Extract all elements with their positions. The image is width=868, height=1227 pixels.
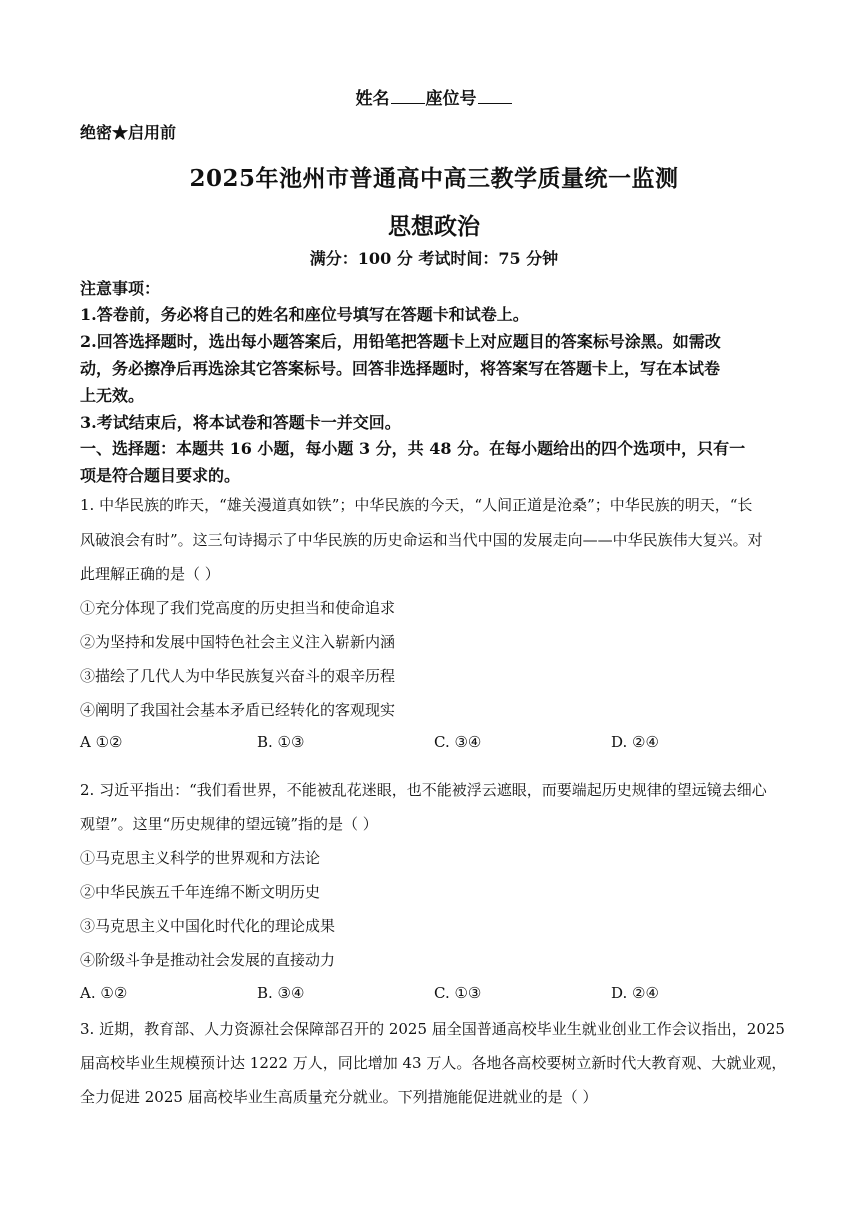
- confidential-label: 绝密★启用前: [80, 123, 177, 142]
- q3-stem-line-3: 全力促进 2025 届高校毕业生高质量充分就业。下列措施能促进就业的是（ ）: [80, 1088, 598, 1106]
- note-2-line-3: 上无效。: [80, 386, 145, 405]
- q1-option-a[interactable]: A ①②: [80, 733, 123, 751]
- q2-option-b[interactable]: B. ③④: [257, 984, 305, 1002]
- q1-stem-line-3: 此理解正确的是（ ）: [80, 565, 220, 583]
- exam-title: 2025年池州市普通高中高三教学质量统一监测: [189, 165, 679, 192]
- q1-statement-4: ④阐明了我国社会基本矛盾已经转化的客观现实: [80, 701, 396, 719]
- q2-option-a[interactable]: A. ①②: [80, 984, 128, 1002]
- q2-statement-1: ①马克思主义科学的世界观和方法论: [80, 849, 321, 867]
- q2-option-d[interactable]: D. ②④: [611, 984, 659, 1002]
- note-1: 1.答卷前，务必将自己的姓名和座位号填写在答题卡和试卷上。: [80, 305, 529, 324]
- section-1-heading-line-1: 一、选择题：本题共 16 小题，每小题 3 分，共 48 分。在每小题给出的四个选项中，只有一: [80, 439, 746, 458]
- subject-title: 思想政治: [388, 213, 480, 240]
- note-3: 3.考试结束后，将本试卷和答题卡一并交回。: [80, 413, 401, 432]
- q2-statement-4: ④阶级斗争是推动社会发展的直接动力: [80, 951, 336, 969]
- seat-label: 座位号: [425, 89, 477, 109]
- q1-statement-1: ①充分体现了我们党高度的历史担当和使命追求: [80, 599, 396, 617]
- q1-stem-line-1: 1. 中华民族的昨天，“雄关漫道真如铁”；中华民族的今天，“人间正道是沧桑”；中华民族的明天，“长: [80, 496, 753, 514]
- note-2-line-1: 2.回答选择题时，选出每小题答案后，用铅笔把答题卡上对应题目的答案标号涂黑。如需改: [80, 332, 721, 351]
- q1-option-d[interactable]: D. ②④: [611, 733, 659, 751]
- q1-option-c[interactable]: C. ③④: [434, 733, 482, 751]
- name-label: 姓名: [355, 89, 390, 109]
- q1-statement-3: ③描绘了几代人为中华民族复兴奋斗的艰辛历程: [80, 667, 396, 685]
- note-2-line-2: 动，务必擦净后再选涂其它答案标号。回答非选择题时，将答案写在答题卡上，写在本试卷: [80, 359, 721, 378]
- q3-stem-line-1: 3. 近期，教育部、人力资源社会保障部召开的 2025 届全国普通高校毕业生就业创业工作会议指出，2025: [80, 1020, 785, 1038]
- name-seat-line: [0, 84, 868, 109]
- q2-statement-2: ②中华民族五千年连绵不断文明历史: [80, 883, 321, 901]
- q1-stem-line-2: 风破浪会有时”。这三句诗揭示了中华民族的历史命运和当代中国的发展走向——中华民族伟大复兴。对: [80, 531, 763, 549]
- section-1-heading-line-2: 项是符合题目要求的。: [80, 466, 241, 485]
- q1-statement-2: ②为坚持和发展中国特色社会主义注入崭新内涵: [80, 633, 396, 651]
- q1-option-b[interactable]: B. ①③: [257, 733, 305, 751]
- q3-stem-line-2: 届高校毕业生规模预计达 1222 万人，同比增加 43 万人。各地各高校要树立新时代大教育观、大就业观，: [80, 1054, 787, 1072]
- q2-statement-3: ③马克思主义中国化时代化的理论成果: [80, 917, 336, 935]
- seat-blank[interactable]: [478, 102, 512, 104]
- score-time-info: 满分：100 分 考试时间：75 分钟: [309, 249, 559, 268]
- q2-stem-line-2: 观望”。这里“历史规律的望远镜”指的是（ ）: [80, 815, 378, 833]
- notes-heading: 注意事项：: [80, 279, 161, 298]
- q2-option-c[interactable]: C. ①③: [434, 984, 482, 1002]
- q2-stem-line-1: 2. 习近平指出：“我们看世界，不能被乱花迷眼，也不能被浮云遮眼，而要端起历史规律的望远镜去细心: [80, 781, 767, 799]
- name-blank[interactable]: [391, 102, 425, 104]
